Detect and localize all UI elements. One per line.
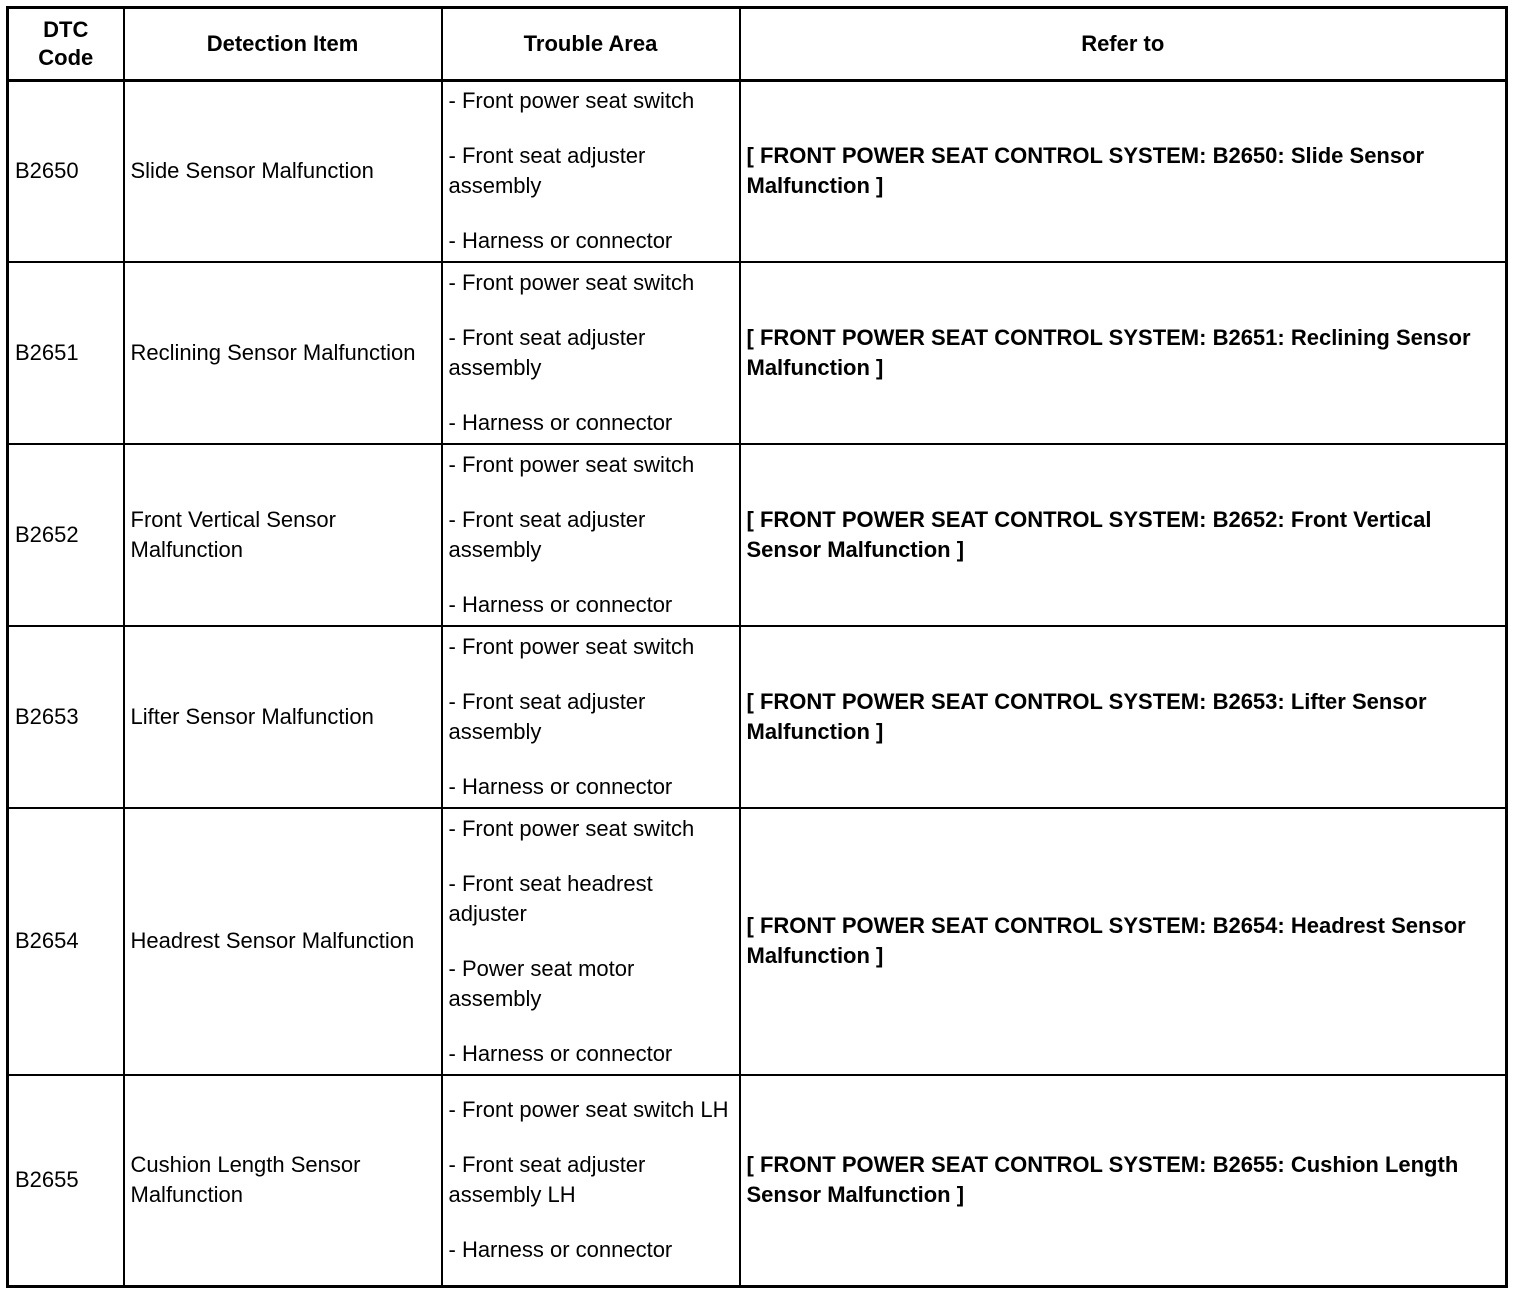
- dtc-code-cell: B2653: [8, 626, 124, 808]
- detection-item-cell: Front Vertical Sensor Malfunction: [124, 444, 442, 626]
- refer-to-link[interactable]: [ FRONT POWER SEAT CONTROL SYSTEM: B2651: Reclining Sensor Malfunction ]: [740, 262, 1507, 444]
- trouble-area-line: - Front seat adjuster assembly: [448, 688, 646, 744]
- detection-item-cell: Cushion Length Sensor Malfunction: [124, 1075, 442, 1287]
- trouble-area-line: - Front power seat switch: [448, 451, 695, 477]
- trouble-area-line: - Front seat adjuster assembly: [448, 143, 646, 199]
- trouble-area-line: - Front seat adjuster assembly: [448, 506, 646, 562]
- trouble-area-line: - Harness or connector: [448, 591, 673, 617]
- header-detection-item: Detection Item: [124, 8, 442, 81]
- trouble-area-line: - Front seat headrest adjuster: [448, 870, 653, 926]
- trouble-area-line: - Front power seat switch: [448, 633, 695, 659]
- trouble-area-cell: [442, 808, 740, 1075]
- header-trouble-area: Trouble Area: [442, 8, 740, 81]
- table-header: [8, 8, 1507, 81]
- trouble-area-line: - Front power seat switch: [448, 269, 695, 295]
- trouble-area-line: - Front seat adjuster assembly LH: [448, 1152, 646, 1208]
- trouble-area-cell: [442, 81, 740, 262]
- table-row: [8, 626, 1507, 808]
- table-row: [8, 808, 1507, 1075]
- dtc-table: [6, 6, 1508, 1288]
- dtc-code-cell: B2652: [8, 444, 124, 626]
- dtc-code-cell: B2650: [8, 81, 124, 262]
- detection-item-cell: Headrest Sensor Malfunction: [124, 808, 442, 1075]
- refer-to-link[interactable]: [ FRONT POWER SEAT CONTROL SYSTEM: B2655: Cushion Length Sensor Malfunction ]: [740, 1075, 1507, 1287]
- trouble-area-cell: [442, 626, 740, 808]
- refer-to-link[interactable]: [ FRONT POWER SEAT CONTROL SYSTEM: B2652: Front Vertical Sensor Malfunction ]: [740, 444, 1507, 626]
- dtc-code-cell: B2654: [8, 808, 124, 1075]
- refer-to-link[interactable]: [ FRONT POWER SEAT CONTROL SYSTEM: B2654: Headrest Sensor Malfunction ]: [740, 808, 1507, 1075]
- table-row: [8, 262, 1507, 444]
- trouble-area-line: - Harness or connector: [448, 773, 673, 799]
- detection-item-cell: Slide Sensor Malfunction: [124, 81, 442, 262]
- trouble-area-cell: [442, 1075, 740, 1287]
- trouble-area-line: - Front power seat switch LH: [448, 1097, 729, 1123]
- table-row: [8, 81, 1507, 262]
- trouble-area-line: - Harness or connector: [448, 228, 673, 254]
- refer-to-link[interactable]: [ FRONT POWER SEAT CONTROL SYSTEM: B2650: Slide Sensor Malfunction ]: [740, 81, 1507, 262]
- trouble-area-line: - Power seat motor assembly: [448, 955, 635, 1011]
- trouble-area-line: - Front power seat switch: [448, 88, 695, 114]
- trouble-area-line: - Front seat adjuster assembly: [448, 324, 646, 380]
- table-row: [8, 444, 1507, 626]
- refer-to-link[interactable]: [ FRONT POWER SEAT CONTROL SYSTEM: B2653: Lifter Sensor Malfunction ]: [740, 626, 1507, 808]
- header-row: [8, 8, 1507, 81]
- header-dtc-code: DTC Code: [8, 8, 124, 81]
- dtc-code-cell: B2651: [8, 262, 124, 444]
- header-refer-to: Refer to: [740, 8, 1507, 81]
- table-row: [8, 1075, 1507, 1287]
- dtc-code-cell: B2655: [8, 1075, 124, 1287]
- trouble-area-line: - Harness or connector: [448, 1237, 673, 1263]
- table-body: [8, 81, 1507, 1287]
- trouble-area-cell: [442, 262, 740, 444]
- detection-item-cell: Lifter Sensor Malfunction: [124, 626, 442, 808]
- trouble-area-cell: [442, 444, 740, 626]
- trouble-area-line: - Harness or connector: [448, 409, 673, 435]
- trouble-area-line: - Harness or connector: [448, 1040, 673, 1066]
- detection-item-cell: Reclining Sensor Malfunction: [124, 262, 442, 444]
- trouble-area-line: - Front power seat switch: [448, 815, 695, 841]
